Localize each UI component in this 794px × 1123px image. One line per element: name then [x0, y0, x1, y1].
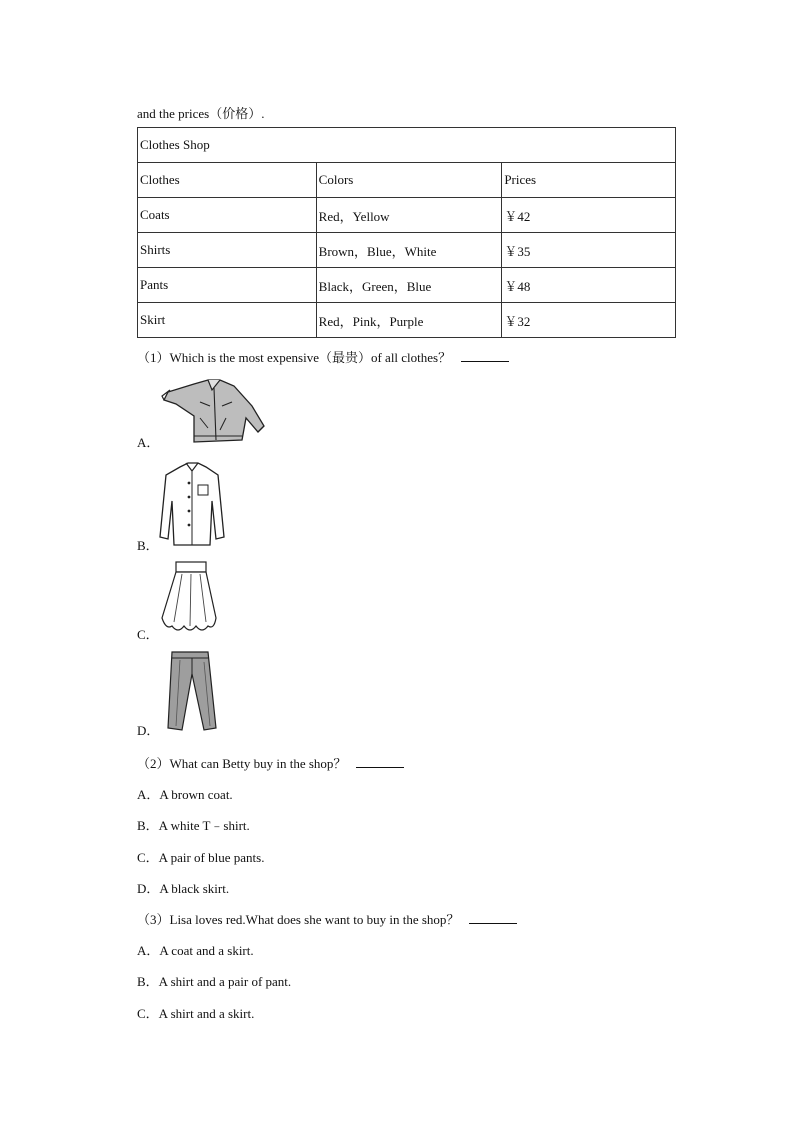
header-prices: Prices — [502, 163, 676, 198]
cell-clothes: Shirts — [138, 233, 317, 268]
clothes-shop-table — [137, 127, 676, 338]
option-3a[interactable] — [137, 940, 254, 959]
table-title-row — [138, 128, 676, 163]
question-2-text: （2）What can Betty buy in the shop？ — [137, 756, 347, 771]
option-2c[interactable] — [137, 847, 264, 866]
question-2 — [137, 753, 404, 772]
cell-price: ￥48 — [502, 268, 676, 303]
option-3b[interactable] — [137, 971, 291, 990]
jacket-icon — [160, 376, 266, 444]
table-header-row — [138, 163, 676, 198]
header-clothes: Clothes — [138, 163, 317, 198]
answer-blank-1[interactable] — [461, 349, 509, 362]
table-title: Clothes Shop — [138, 128, 676, 163]
answer-blank-3[interactable] — [469, 911, 517, 924]
shirt-icon — [158, 461, 226, 547]
option-3c[interactable] — [137, 1003, 254, 1022]
cell-clothes: Skirt — [138, 303, 317, 338]
question-3-text: （3）Lisa loves red.What does she want to buy in the shop？ — [137, 912, 460, 927]
option-text: A brown coat. — [159, 787, 233, 802]
option-letter: B． — [137, 974, 159, 989]
cell-price: ￥42 — [502, 198, 676, 233]
option-letter: D． — [137, 881, 160, 896]
cell-price: ￥35 — [502, 233, 676, 268]
option-letter: B． — [137, 818, 159, 833]
option-text: A shirt and a pair of pant. — [158, 974, 292, 989]
option-letter: A． — [137, 787, 160, 802]
option-letter: C． — [137, 1006, 159, 1021]
cell-price: ￥32 — [502, 303, 676, 338]
cell-colors: Black，Green，Blue — [316, 268, 502, 303]
skirt-icon — [160, 560, 218, 638]
table-row — [138, 198, 676, 233]
option-text: A pair of blue pants. — [158, 850, 265, 865]
option-letter: C． — [137, 850, 159, 865]
table-row — [138, 233, 676, 268]
option-1b-letter[interactable]: B． — [137, 538, 159, 553]
cell-clothes: Coats — [138, 198, 317, 233]
option-1d-letter[interactable]: D． — [137, 723, 160, 738]
answer-blank-2[interactable] — [356, 755, 404, 768]
cell-colors: Brown，Blue，White — [316, 233, 502, 268]
pants-icon — [162, 650, 220, 734]
option-1c-letter[interactable]: C． — [137, 627, 159, 642]
option-text: A white T﹣shirt. — [158, 818, 250, 833]
option-letter: A． — [137, 943, 160, 958]
table-row — [138, 303, 676, 338]
intro-text: and the prices（价格）. — [137, 106, 265, 121]
cell-colors: Red，Yellow — [316, 198, 502, 233]
question-1-text: （1）Which is the most expensive（最贵）of all clothes？ — [137, 350, 452, 365]
option-text: A black skirt. — [159, 881, 230, 896]
option-text: A shirt and a skirt. — [158, 1006, 255, 1021]
option-2a[interactable] — [137, 784, 233, 803]
option-2b[interactable] — [137, 815, 250, 834]
option-text: A coat and a skirt. — [159, 943, 254, 958]
option-1a-letter[interactable]: A． — [137, 435, 160, 450]
question-1 — [137, 347, 509, 366]
table-row — [138, 268, 676, 303]
cell-clothes: Pants — [138, 268, 317, 303]
question-3 — [137, 909, 517, 928]
option-2d[interactable] — [137, 878, 229, 897]
header-colors: Colors — [316, 163, 502, 198]
cell-colors: Red，Pink，Purple — [316, 303, 502, 338]
